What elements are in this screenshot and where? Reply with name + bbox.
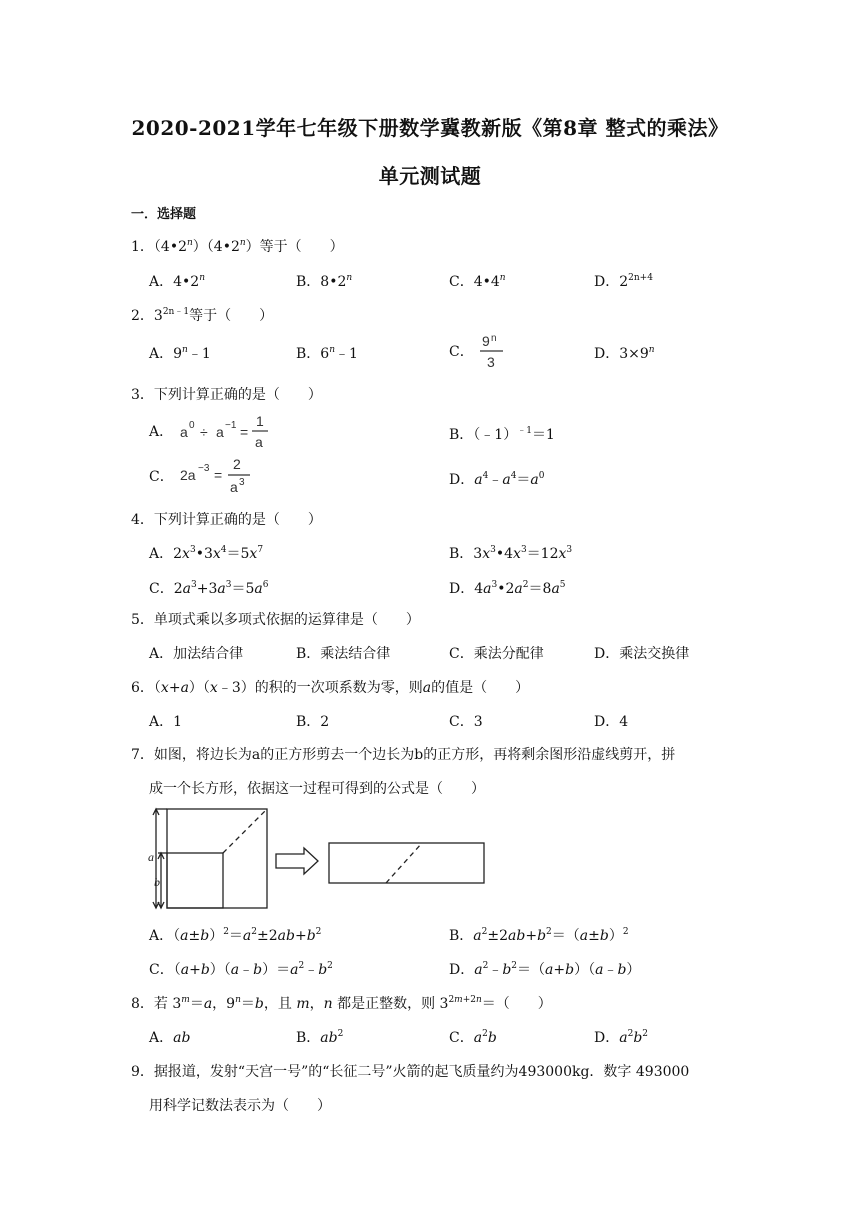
question-5: 5．单项式乘以多项式依据的运算律是（ ） (131, 612, 420, 628)
question-7-line-2: 成一个长方形，依据这一过程可得到的公式是（ ） (149, 781, 485, 797)
expr-2a-3-image (178, 455, 258, 497)
q2-option-a: A．9$^n$﹣1 (149, 345, 211, 362)
q5-option-d: D．乘法交换律 (594, 646, 690, 662)
question-3: 3．下列计算正确的是（ ） (131, 387, 322, 403)
q1-option-c: C．4•4$^n$ (449, 273, 506, 290)
q2-option-b: B．6$^n$﹣1 (296, 345, 358, 362)
question-8: 8．若 $3^m=a$，$9^n=b$，且 m，n 都是正整数，则 $3^{2m+2n}=$（ ） (131, 995, 552, 1012)
q7-option-d: D．$a^2﹣b^2=(a+b)(a﹣b)$ (449, 961, 641, 978)
q8-option-d: D．$a^2b^2$ (594, 1029, 649, 1046)
svg-text:−3: −3 (198, 463, 210, 474)
q4-option-b: B．$3x^3•4x^3=12x^3$ (449, 545, 573, 562)
q5-option-c: C．乘法分配律 (449, 646, 544, 662)
page-subtitle: 单元测试题 (378, 164, 482, 188)
q1-option-a: A．4•2$^n$ (149, 273, 205, 290)
svg-text:a: a (179, 424, 188, 440)
q1-option-d: D．$2^{2n+4}$ (594, 273, 653, 290)
q5-option-a: A．加法结合律 (149, 646, 244, 662)
svg-text:2a: 2a (180, 467, 196, 483)
q6-option-b: B．2 (296, 714, 330, 730)
q7-option-b: B．$a^2\pm 2ab+b^2=(a\pm b)^2$ (449, 927, 629, 944)
q3-option-a: A． a 0 ÷ a −1 = 1 a (149, 410, 274, 452)
svg-text:a: a (254, 434, 263, 450)
section-heading: 一．选择题 (131, 207, 197, 222)
question-9-line-1: 9．据报道，发射“天宫一号”的“长征二号”火箭的起飞质量约为493000kg．数字 493000 (131, 1064, 690, 1080)
svg-text:0: 0 (188, 420, 195, 431)
q7-option-a: A．$(a\pm b)^2=a^2\pm 2ab+b^2$ (149, 927, 322, 944)
page-title: 2020-2021学年七年级下册数学冀教新版《第8章 整式的乘法》 (131, 116, 729, 140)
question-4: 4．下列计算正确的是（ ） (131, 512, 322, 528)
q1-option-b: B．8•2$^n$ (296, 273, 353, 290)
q8-option-b: B．$ab^2$ (296, 1029, 344, 1046)
q8-option-a: A．ab (149, 1030, 191, 1046)
expr-a0-div-a-1-image (178, 410, 274, 452)
q4-option-a: A．$2x^3•3x^4=5x^7$ (149, 545, 264, 562)
question-9-line-2: 用科学记数法表示为（ ） (149, 1098, 331, 1114)
q6-option-c: C．3 (449, 714, 483, 730)
svg-text:a: a (230, 479, 238, 495)
q3-option-c: C． 2a −3 = 2 a 3 (149, 455, 258, 497)
svg-text:a: a (215, 424, 224, 440)
q7-option-c: C．$(a+b)(a﹣b)=a^2﹣b^2$ (149, 961, 333, 978)
svg-text:−1: −1 (224, 420, 236, 431)
q6-option-a: A．1 (149, 714, 183, 730)
svg-text:=: = (239, 424, 248, 440)
label-a: a (148, 850, 154, 864)
svg-text:1: 1 (255, 413, 264, 429)
q3-option-b: B．（﹣1）$^{﹣1}$＝1 (449, 426, 555, 443)
svg-text:=: = (214, 467, 223, 483)
question-1: 1．（4•2$^n$）（4•2$^n$）等于（ ） (131, 238, 344, 255)
svg-text:3: 3 (239, 477, 245, 488)
square-to-rectangle-figure (148, 806, 488, 910)
question-6: 6．（x+a）（x﹣3）的积的一次项系数为零，则a的值是（ ） (131, 680, 530, 696)
label-b: b (154, 875, 160, 889)
question-2: 2．$3^{2n﹣1}$等于（ ） (131, 307, 274, 324)
svg-text:2: 2 (233, 456, 241, 472)
svg-text:9: 9 (482, 333, 490, 349)
q4-option-c: C．$2a^3+3a^3=5a^6$ (149, 580, 269, 597)
q6-option-d: D．4 (594, 714, 629, 730)
svg-text:÷: ÷ (199, 424, 208, 440)
q2-option-c: C． 9 n 3 (449, 331, 506, 371)
fraction-9n-over-3-image (478, 331, 506, 371)
q4-option-d: D．$4a^3•2a^2=8a^5$ (449, 580, 566, 597)
svg-text:n: n (491, 333, 497, 344)
q2-option-d: D．$3\times 9^n$ (594, 345, 655, 362)
q5-option-b: B．乘法结合律 (296, 646, 391, 662)
q3-option-d: D．$a^4﹣a^4=a^0$ (449, 471, 545, 488)
svg-text:3: 3 (487, 354, 495, 370)
question-7-line-1: 7．如图，将边长为a的正方形剪去一个边长为b的正方形，再将剩余图形沿虚线剪开，拼 (131, 747, 676, 763)
q8-option-c: C．$a^2b$ (449, 1029, 497, 1046)
